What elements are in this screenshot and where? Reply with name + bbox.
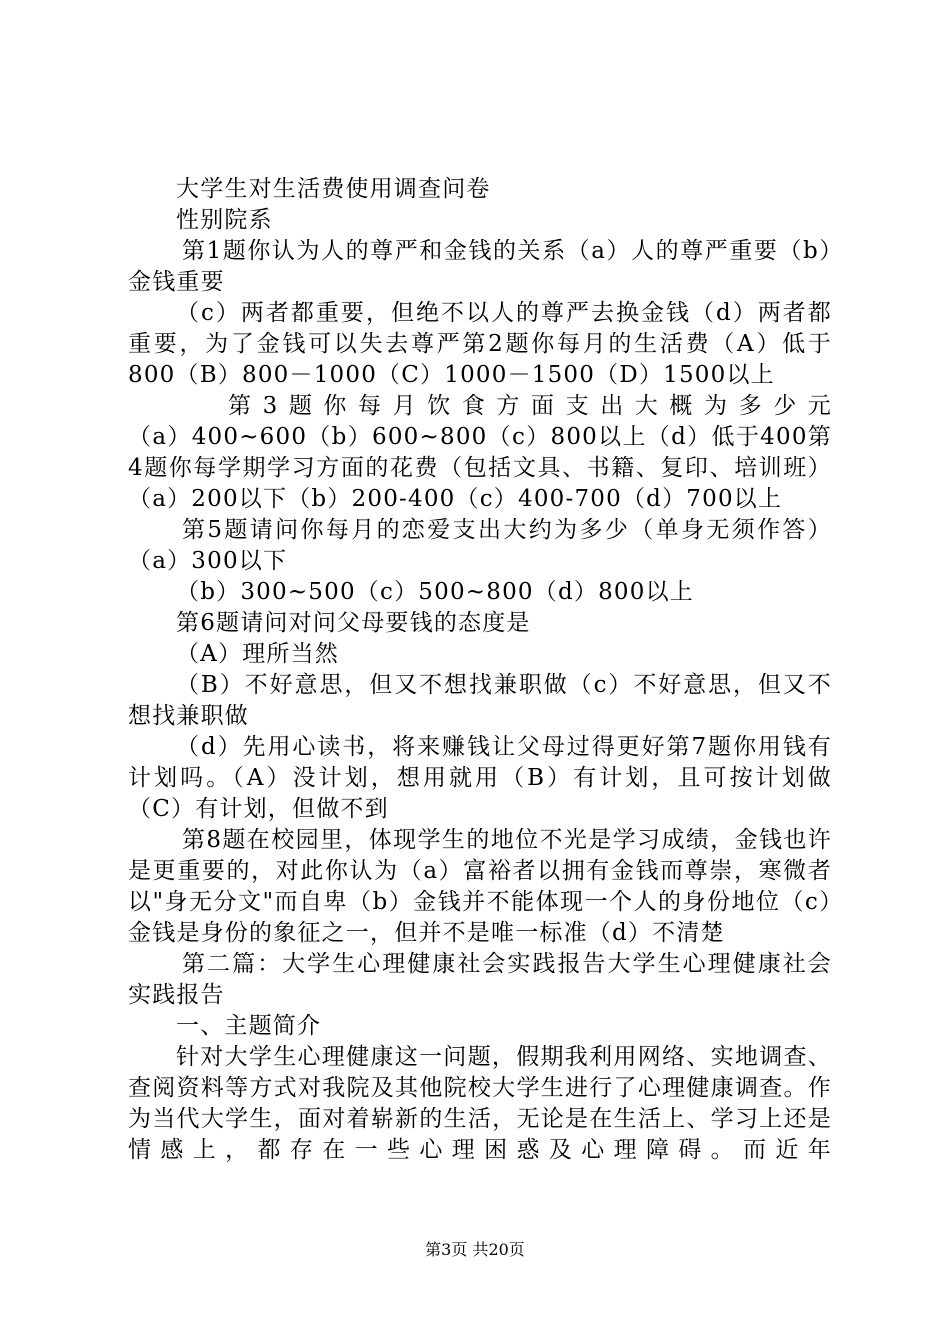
paragraph: （d）先用心读书，将来赚钱让父母过得更好第7题你用钱有计划吗。（A）没计划，想用就用（B）有计划，且可按计划做（C）有计划，但做不到	[128, 734, 832, 822]
paragraph: （A）理所当然	[176, 641, 340, 667]
paragraph: （b）300~500（c）500~800（d）800以上	[176, 579, 694, 605]
paragraph: 第6题请问对问父母要钱的态度是	[176, 610, 531, 636]
paragraph: 第3题你每月饮食方面支出大概为多少元	[228, 393, 832, 419]
paragraph: 针对大学生心理健康这一问题，假期我利用网络、实地调查、查阅资料等方式对我院及其他院校大学生进行了心理健康调查。作为当代大学生，面对着崭新的生活，无论是在生活上、学习上还是情感上，都存在一些心理困惑及心理障碍。而近年	[128, 1044, 832, 1163]
paragraph: （a）400~600（b）600~800（c）800以上（d）低于400第4题你每学期学习方面的花费（包括文具、书籍、复印、培训班）（a）200以下（b）200-400（c）400-700（d）700以上	[128, 424, 832, 512]
page-footer: 第3页 共20页	[425, 1240, 525, 1259]
paragraph: 第5题请问你每月的恋爱支出大约为多少（单身无须作答）（a）300以下	[128, 517, 832, 574]
paragraph: 第二篇：大学生心理健康社会实践报告大学生心理健康社会实践报告	[128, 951, 832, 1008]
paragraph: 大学生对生活费使用调查问卷	[176, 176, 491, 202]
paragraph: 一、主题简介	[176, 1013, 322, 1039]
paragraph: （c）两者都重要，但绝不以人的尊严去换金钱（d）两者都重要，为了金钱可以失去尊严第2题你每月的生活费（A）低于800（B）800－1000（C）1000－1500（D）1500以上	[128, 300, 832, 388]
paragraph: 第8题在校园里，体现学生的地位不光是学习成绩，金钱也许是更重要的，对此你认为（a）富裕者以拥有金钱而尊崇，寒微者以"身无分文"而自卑（b）金钱并不能体现一个人的身份地位（c）金钱是身份的象征之一，但并不是唯一标准（d）不清楚	[128, 827, 832, 946]
paragraph: （B）不好意思，但又不想找兼职做（c）不好意思，但又不想找兼职做	[128, 672, 832, 729]
paragraph: 第1题你认为人的尊严和金钱的关系（a）人的尊严重要（b）金钱重要	[128, 238, 832, 295]
paragraph: 性别院系	[176, 207, 273, 233]
document-body	[128, 174, 832, 1166]
